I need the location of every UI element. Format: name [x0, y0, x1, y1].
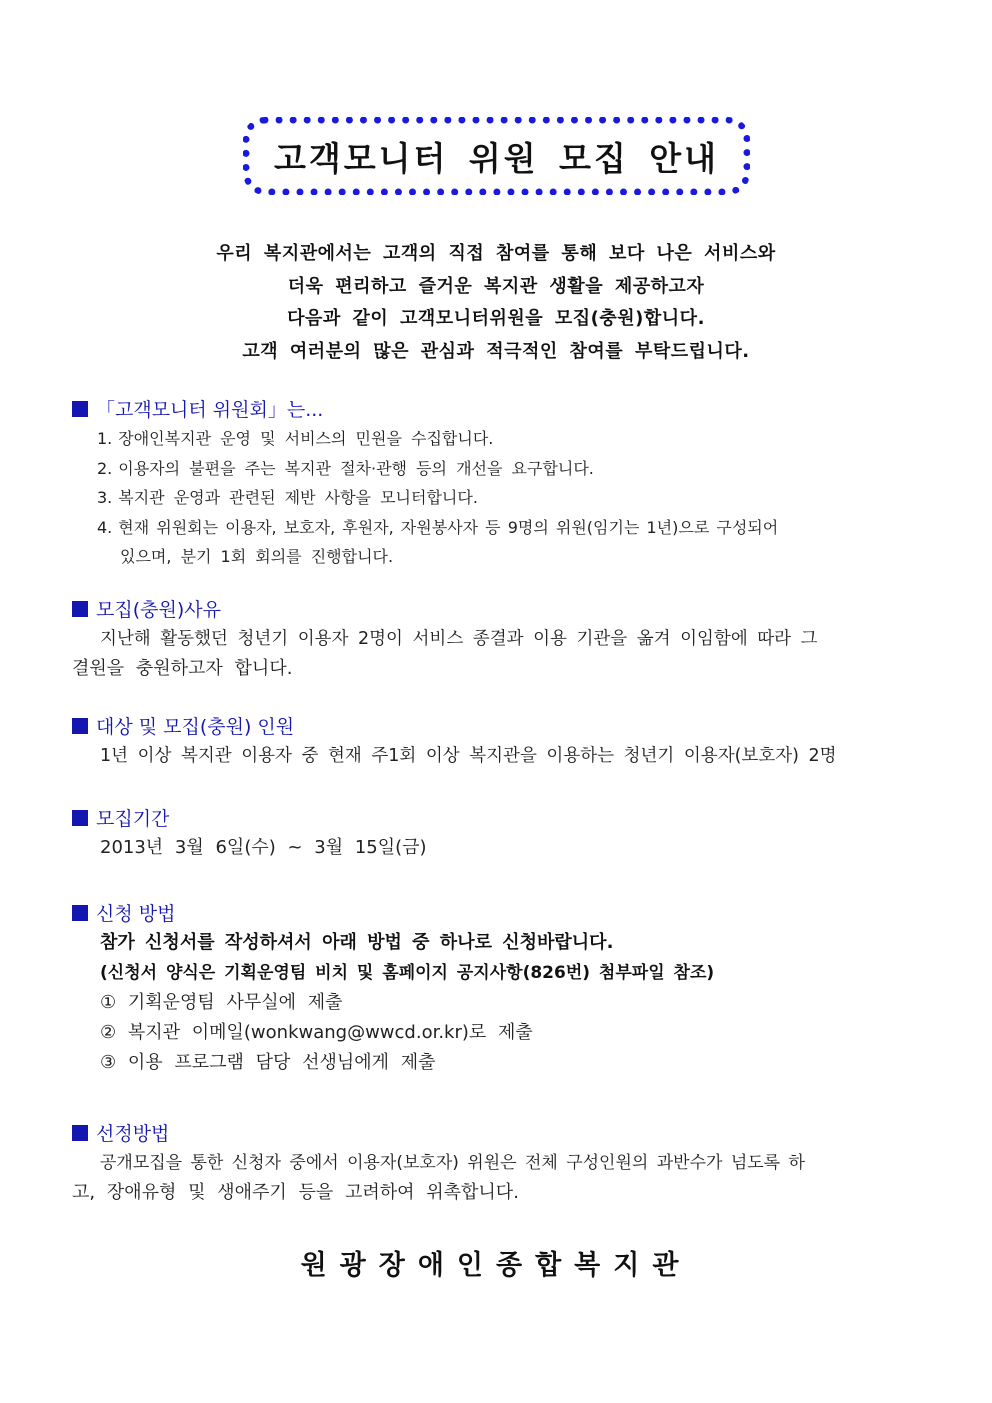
list-text: 현재 위원회는 이용자, 보호자, 후원자, 자원봉사자 등 9명의 위원(임기는 1년)으로 구성되어: [118, 517, 779, 537]
intro-line: 더욱 편리하고 즐거운 복지관 생활을 제공하고자: [287, 275, 705, 297]
section-reason: [72, 596, 922, 684]
list-number: 1.: [97, 429, 113, 448]
list-number: 4.: [97, 517, 113, 537]
square-bullet-icon: [72, 718, 88, 734]
body-text-bold: (신청서 양식은 기획운영팀 비치 및 홈페이지 공지사항(826번) 첨부파일 참조): [100, 963, 715, 983]
square-bullet-icon: [72, 905, 88, 921]
square-bullet-icon: [72, 601, 88, 617]
square-bullet-icon: [72, 810, 88, 826]
section-heading-text: 모집(충원)사유: [96, 599, 221, 621]
body-text: 결원을 충원하고자 합니다.: [72, 658, 293, 679]
section-heading-text: 대상 및 모집(충원) 인원: [96, 716, 295, 738]
option-item: ② 복지관 이메일(wonkwang@wwcd.or.kr)로 제출: [100, 1022, 533, 1043]
section-heading: [72, 1120, 922, 1148]
section-heading-text: 신청 방법: [96, 903, 176, 925]
section-heading: [72, 596, 922, 624]
body-text: 고, 장애유형 및 생애주기 등을 고려하여 위촉합니다.: [72, 1182, 519, 1203]
square-bullet-icon: [72, 1125, 88, 1141]
intro-line: 우리 복지관에서는 고객의 직접 참여를 통해 보다 나은 서비스와: [216, 243, 776, 264]
section-selection: [72, 1120, 922, 1208]
list-text: 장애인복지관 운영 및 서비스의 민원을 수집합니다.: [118, 429, 494, 448]
section-target: [72, 713, 922, 771]
body-text-bold: 참가 신청서를 작성하셔서 아래 방법 중 하나로 신청바랍니다.: [100, 932, 614, 953]
section-heading-text: 「고객모니터 위원회」는...: [96, 399, 324, 421]
section-heading: [72, 805, 922, 833]
body-text: 2013년 3월 6일(수) ~ 3월 15일(금): [100, 837, 427, 858]
section-period: [72, 805, 922, 863]
intro-paragraph: [60, 238, 932, 368]
title-box: [243, 117, 750, 195]
section-heading: [72, 900, 922, 928]
list-number: 3.: [97, 488, 113, 507]
section-heading: [72, 396, 922, 424]
section-apply: [72, 900, 922, 1078]
list-item: [72, 483, 922, 513]
body-text: 지난해 활동했던 청년기 이용자 2명이 서비스 종결과 이용 기관을 옮겨 이임함에 따라 그: [100, 629, 818, 649]
page-title: 고객모니터 위원 모집 안내: [273, 138, 720, 178]
body-text: 1년 이상 복지관 이용자 중 현재 주1회 이상 복지관을 이용하는 청년기 이용자(보호자) 2명: [100, 746, 837, 766]
list-text: 이용자의 불편을 주는 복지관 절차·관행 등의 개선을 요구합니다.: [118, 458, 594, 478]
intro-line: 고객 여러분의 많은 관심과 적극적인 참여를 부탁드립니다.: [242, 340, 750, 362]
section-heading-text: 선정방법: [96, 1123, 170, 1145]
option-item: ① 기획운영팀 사무실에 제출: [100, 992, 343, 1013]
body-text: 공개모집을 통한 신청자 중에서 이용자(보호자) 위원은 전체 구성인원의 과반수가 넘도록 하: [100, 1153, 805, 1173]
option-item: ③ 이용 프로그램 담당 선생님에게 제출: [100, 1052, 436, 1073]
list-item-continuation: 있으며, 분기 1회 회의를 진행합니다.: [120, 547, 394, 566]
section-heading-text: 모집기간: [96, 808, 170, 830]
list-item: [72, 424, 922, 454]
list-text: 복지관 운영과 관련된 제반 사항을 모니터합니다.: [118, 488, 478, 507]
list-number: 2.: [97, 458, 113, 478]
list-item: [72, 454, 922, 484]
organization-name: 원광장애인종합복지관: [300, 1250, 692, 1281]
section-committee: [72, 396, 922, 572]
section-heading: [72, 713, 922, 741]
list-item: [72, 513, 922, 543]
square-bullet-icon: [72, 401, 88, 417]
intro-line: 다음과 같이 고객모니터위원을 모집(충원)합니다.: [287, 308, 705, 329]
